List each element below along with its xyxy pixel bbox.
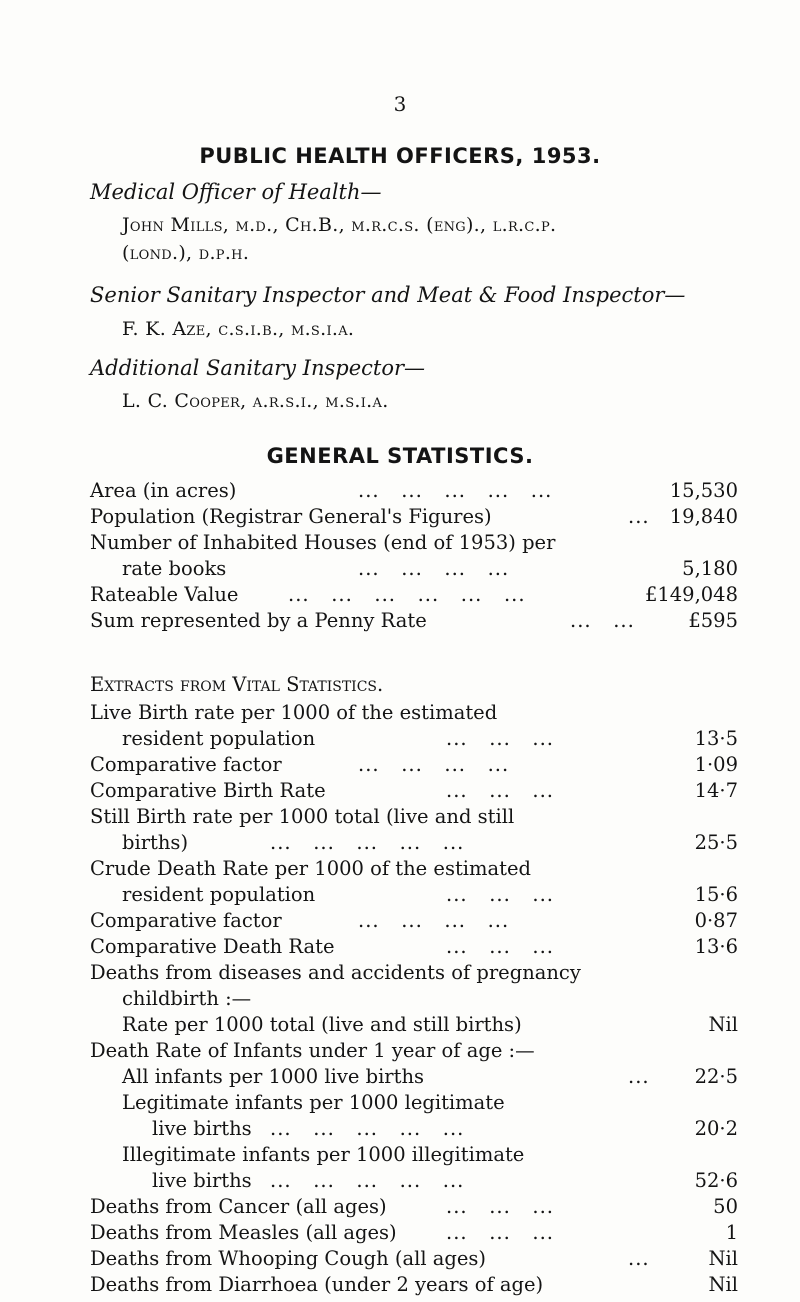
stat-row-population: Population (Registrar General's Figures) ... 19,840 bbox=[90, 505, 738, 528]
vital-row-live-birth-cont: resident population ... ... ... 13·5 bbox=[122, 727, 738, 750]
stat-value: 0·87 bbox=[694, 909, 738, 932]
moh-title: Medical Officer of Health— bbox=[90, 180, 382, 204]
stat-label-cont: births) bbox=[122, 831, 189, 854]
stat-value: 15·6 bbox=[694, 883, 738, 906]
senior-inspector-title: Senior Sanitary Inspector and Meat & Food Inspector— bbox=[90, 283, 686, 307]
vital-row-infant-legit-cont: live births ... ... ... ... ... 20·2 bbox=[152, 1117, 738, 1140]
vital-row-pregnancy bbox=[90, 960, 738, 986]
stat-label: Deaths from Measles (all ages) bbox=[90, 1221, 397, 1244]
stat-label: Deaths from diseases and accidents of pregnancy bbox=[90, 961, 581, 984]
stat-row-houses bbox=[90, 530, 738, 556]
stat-label: Legitimate infants per 1000 legitimate bbox=[122, 1091, 505, 1114]
stat-value: 14·7 bbox=[694, 779, 738, 802]
vital-row-infant-illegit bbox=[90, 1142, 738, 1168]
vital-row-infant-legit bbox=[90, 1090, 738, 1116]
vital-row-infant-all: All infants per 1000 live births ... 22·5 bbox=[122, 1065, 738, 1088]
stat-label: All infants per 1000 live births bbox=[122, 1065, 425, 1088]
stat-label: Sum represented by a Penny Rate bbox=[90, 609, 427, 632]
stat-label-cont: live births bbox=[152, 1169, 252, 1192]
stat-label-cont: rate books bbox=[122, 557, 227, 580]
stat-value: 19,840 bbox=[669, 505, 738, 528]
stat-value: 13·6 bbox=[694, 935, 738, 958]
moh-name-line2: (lond.), d.p.h. bbox=[122, 242, 250, 264]
stat-value: 5,180 bbox=[682, 557, 738, 580]
additional-inspector-title: Additional Sanitary Inspector— bbox=[90, 356, 426, 380]
stat-label: Death Rate of Infants under 1 year of age :— bbox=[90, 1039, 535, 1062]
officers-heading: PUBLIC HEALTH OFFICERS, 1953. bbox=[199, 144, 601, 168]
vital-row-infant-illegit-cont: live births ... ... ... ... ... 52·6 bbox=[152, 1169, 738, 1192]
vital-row-comp-death: Comparative Death Rate ... ... ... 13·6 bbox=[90, 935, 738, 958]
vital-row-still-birth bbox=[90, 804, 738, 830]
stat-label: Area (in acres) bbox=[90, 479, 237, 502]
stat-label-cont: childbirth :— bbox=[122, 987, 252, 1010]
senior-inspector-name: F. K. Aze, c.s.i.b., m.s.i.a. bbox=[122, 318, 355, 340]
stat-label: Deaths from Diarrhoea (under 2 years of age) bbox=[90, 1273, 544, 1296]
vital-row-cancer: Deaths from Cancer (all ages) ... ... ... 50 bbox=[90, 1195, 738, 1218]
stat-label: Illegitimate infants per 1000 illegitimate bbox=[122, 1143, 525, 1166]
stat-value: 25·5 bbox=[694, 831, 738, 854]
vital-row-still-birth-cont: births) ... ... ... ... ... 25·5 bbox=[122, 831, 738, 854]
stat-label: Comparative factor bbox=[90, 753, 282, 776]
stat-label: Deaths from Whooping Cough (all ages) bbox=[90, 1247, 487, 1270]
stat-value: £595 bbox=[688, 609, 738, 632]
vital-row-comp-factor: Comparative factor ... ... ... ... 1·09 bbox=[90, 753, 738, 776]
page-number: 3 bbox=[393, 92, 407, 116]
general-statistics-heading: GENERAL STATISTICS. bbox=[266, 444, 534, 468]
stat-label: Population (Registrar General's Figures) bbox=[90, 505, 492, 528]
stat-row-rateable: Rateable Value ... ... ... ... ... ... £149,048 bbox=[90, 583, 738, 606]
vital-row-live-birth bbox=[90, 700, 738, 726]
stat-label-cont: live births bbox=[152, 1117, 252, 1140]
vital-row-pregnancy-rate bbox=[90, 1012, 738, 1038]
vital-statistics-heading: Extracts from Vital Statistics. bbox=[90, 673, 384, 696]
stat-value: 13·5 bbox=[694, 727, 738, 750]
stat-label: Comparative Birth Rate bbox=[90, 779, 326, 802]
vital-row-crude-death-cont: resident population ... ... ... 15·6 bbox=[122, 883, 738, 906]
stat-label: Number of Inhabited Houses (end of 1953) per bbox=[90, 531, 556, 554]
stat-label-cont: resident population bbox=[122, 883, 316, 906]
stat-label: Crude Death Rate per 1000 of the estimated bbox=[90, 857, 531, 880]
vital-row-crude-death bbox=[90, 856, 738, 882]
vital-row-pregnancy-cont bbox=[90, 986, 738, 1012]
stat-value: 52·6 bbox=[694, 1169, 738, 1192]
stat-value: Nil bbox=[708, 1013, 738, 1036]
stat-label: Comparative factor bbox=[90, 909, 282, 932]
stat-label-cont: resident population bbox=[122, 727, 316, 750]
stat-label: Comparative Death Rate bbox=[90, 935, 335, 958]
stat-value: 50 bbox=[713, 1195, 738, 1218]
additional-inspector-name: L. C. Cooper, a.r.s.i., m.s.i.a. bbox=[122, 390, 389, 412]
vital-row-comp-birth: Comparative Birth Rate ... ... ... 14·7 bbox=[90, 779, 738, 802]
stat-label: Rateable Value bbox=[90, 583, 239, 606]
stat-value: 15,530 bbox=[669, 479, 738, 502]
stat-value: 20·2 bbox=[694, 1117, 738, 1140]
stat-label: Still Birth rate per 1000 total (live and still bbox=[90, 805, 515, 828]
stat-label: Deaths from Cancer (all ages) bbox=[90, 1195, 387, 1218]
stat-value: Nil bbox=[708, 1247, 738, 1270]
stat-row-penny-rate: Sum represented by a Penny Rate ... ... £595 bbox=[90, 609, 738, 632]
stat-value: 1·09 bbox=[694, 753, 738, 776]
stat-value: 22·5 bbox=[694, 1065, 738, 1088]
stat-row-houses-cont: rate books ... ... ... ... 5,180 bbox=[122, 557, 738, 580]
vital-row-diarrhoea bbox=[90, 1272, 738, 1298]
vital-row-infant bbox=[90, 1038, 738, 1064]
stat-value: Nil bbox=[708, 1273, 738, 1296]
vital-row-whooping-cough: Deaths from Whooping Cough (all ages) ... Nil bbox=[90, 1247, 738, 1270]
moh-name-line1: John Mills, m.d., Ch.B., m.r.c.s. (eng)., l.r.c.p. bbox=[122, 214, 557, 236]
stat-label: Live Birth rate per 1000 of the estimated bbox=[90, 701, 498, 724]
vital-row-measles: Deaths from Measles (all ages) ... ... ... 1 bbox=[90, 1221, 738, 1244]
stat-row-area: Area (in acres) ... ... ... ... ... 15,530 bbox=[90, 479, 738, 502]
stat-value: £149,048 bbox=[644, 583, 738, 606]
vital-row-comp-factor-2: Comparative factor ... ... ... ... 0·87 bbox=[90, 909, 738, 932]
stat-label: Rate per 1000 total (live and still births) bbox=[122, 1013, 522, 1036]
stat-value: 1 bbox=[725, 1221, 738, 1244]
